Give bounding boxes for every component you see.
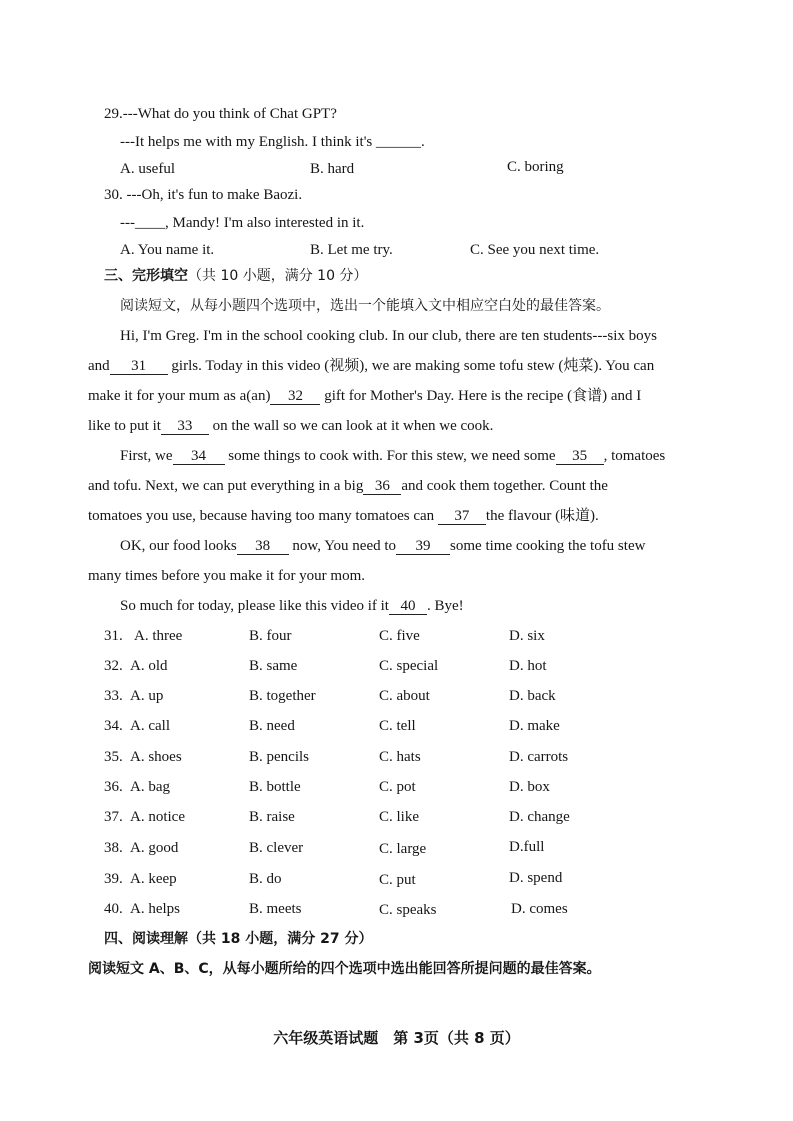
passage-text: and tofu. Next, we can put everything in a big xyxy=(88,478,364,494)
section3-title: 三、完形填空 xyxy=(104,268,188,284)
choice-b: B. clever xyxy=(249,840,304,856)
passage-text: OK, our food looks xyxy=(120,538,237,554)
passage-line-5 xyxy=(120,447,665,465)
passage-line-9: many times before you make it for your mom. xyxy=(88,568,366,584)
choice-c: C. hats xyxy=(379,749,421,765)
blank-38: 38 xyxy=(237,538,289,555)
choice-d: D. box xyxy=(509,779,550,795)
passage-text: now, You need to xyxy=(292,538,397,554)
choice-b: B. meets xyxy=(249,901,302,917)
q30-option-b: B. Let me try. xyxy=(310,242,393,258)
passage-text: First, we xyxy=(120,448,173,464)
section4-score: （共 18 小题，满分 27 分） xyxy=(188,931,373,947)
choice-number: 32. xyxy=(104,658,123,674)
passage-text: make it for your mum as a(an) xyxy=(88,388,271,404)
section4-title: 四、阅读理解 xyxy=(104,931,188,947)
choice-c: C. large xyxy=(379,841,427,857)
passage-text: girls. Today in this video (视频), we are making some tofu stew (炖菜). You can xyxy=(171,358,655,374)
choice-a: A. three xyxy=(134,628,183,644)
choice-a: A. helps xyxy=(130,901,180,917)
q30-question: ---Oh, it's fun to make Baozi. xyxy=(126,187,303,203)
q30-answer-post: , Mandy! I'm also interested in it. xyxy=(165,215,365,231)
q29-option-a: A. useful xyxy=(120,161,175,177)
choice-a: A. old xyxy=(130,658,168,674)
section3-instruction: 阅读短文，从每小题四个选项中，选出一个能填入文中相应空白处的最佳答案。 xyxy=(120,298,610,314)
blank-32: 32 xyxy=(270,388,320,405)
choice-b: B. do xyxy=(249,871,282,887)
choice-a: A. keep xyxy=(130,871,177,887)
section4-heading xyxy=(104,930,372,948)
choice-d: D.full xyxy=(509,839,545,855)
passage-text: So much for today, please like this video if it xyxy=(120,598,389,614)
choice-c: C. special xyxy=(379,658,439,674)
choice-a: A. bag xyxy=(130,779,170,795)
passage-text: like to put it xyxy=(88,418,161,434)
q30-answer-pre: --- xyxy=(120,215,135,231)
choice-d: D. carrots xyxy=(509,749,569,765)
q29-question-line xyxy=(104,105,337,123)
choice-d: D. hot xyxy=(509,658,547,674)
choice-b: B. together xyxy=(249,688,316,704)
choice-d: D. make xyxy=(509,718,560,734)
choice-number: 37. xyxy=(104,809,123,825)
passage-line-8 xyxy=(120,537,645,555)
q29-answer-pre: ---It helps me with my English. I think it's xyxy=(120,134,377,150)
choice-b: B. raise xyxy=(249,809,295,825)
q29-answer-post: . xyxy=(421,134,425,150)
passage-text: on the wall so we can look at it when we cook. xyxy=(212,418,494,434)
section4-instruction: 阅读短文 A、B、C，从每小题所给的四个选项中选出能回答所提问题的最佳答案。 xyxy=(88,961,601,977)
q30-number: 30. xyxy=(104,187,123,203)
passage-text: gift for Mother's Day. Here is the recipe (食谱) and I xyxy=(324,388,642,404)
choice-a: A. notice xyxy=(130,809,185,825)
choice-number: 40. xyxy=(104,901,123,917)
choice-d: D. comes xyxy=(511,901,568,917)
choice-c: C. speaks xyxy=(379,902,437,918)
choice-c: C. five xyxy=(379,628,420,644)
q30-answer-line xyxy=(120,214,364,232)
passage-line-3 xyxy=(88,387,641,405)
passage-line-7 xyxy=(88,507,599,525)
choice-number: 39. xyxy=(104,871,123,887)
blank-35: 35 xyxy=(556,448,604,465)
passage-text: , tomatoes xyxy=(603,448,666,464)
blank-37: 37 xyxy=(438,508,486,525)
passage-text: and xyxy=(88,358,110,374)
choice-c: C. about xyxy=(379,688,430,704)
passage-text: . Bye! xyxy=(426,598,464,614)
blank-34: 34 xyxy=(173,448,225,465)
q30-option-a: A. You name it. xyxy=(120,242,215,258)
choice-number: 33. xyxy=(104,688,123,704)
passage-text: the flavour (味道). xyxy=(485,508,599,524)
passage-line-4 xyxy=(88,417,493,435)
q29-answer-line xyxy=(120,133,425,151)
q29-blank: ______ xyxy=(376,134,422,150)
passage-line-6 xyxy=(88,477,608,495)
choice-number: 31. xyxy=(104,628,123,644)
passage-text: and cook them together. Count the xyxy=(401,478,608,494)
page-footer: 六年级英语试题 第 3页（共 8 页） xyxy=(273,1029,520,1047)
choice-a: A. call xyxy=(130,718,170,734)
choice-a: A. good xyxy=(130,840,179,856)
q30-option-c: C. See you next time. xyxy=(470,242,600,258)
blank-40: 40 xyxy=(389,598,427,615)
choice-d: D. spend xyxy=(509,870,563,886)
passage-text: some things to cook with. For this stew, we need some xyxy=(228,448,556,464)
blank-36: 36 xyxy=(363,478,401,495)
choice-number: 38. xyxy=(104,840,123,856)
choice-c: C. like xyxy=(379,809,419,825)
choice-b: B. same xyxy=(249,658,298,674)
choice-c: C. tell xyxy=(379,718,416,734)
choice-number: 35. xyxy=(104,749,123,765)
q30-blank: ____ xyxy=(135,215,165,231)
blank-39: 39 xyxy=(396,538,450,555)
blank-33: 33 xyxy=(161,418,209,435)
q29-option-b: B. hard xyxy=(310,161,355,177)
choice-number: 36. xyxy=(104,779,123,795)
section3-score: （共 10 小题，满分 10 分） xyxy=(188,268,368,284)
blank-31: 31 xyxy=(110,358,168,375)
choice-a: A. shoes xyxy=(130,749,182,765)
q30-question-line xyxy=(104,186,302,204)
choice-b: B. need xyxy=(249,718,295,734)
choice-c: C. put xyxy=(379,872,416,888)
choice-d: D. back xyxy=(509,688,556,704)
q29-option-c: C. boring xyxy=(507,159,564,175)
passage-line-1: Hi, I'm Greg. I'm in the school cooking club. In our club, there are ten students---six boys xyxy=(120,328,657,344)
choice-c: C. pot xyxy=(379,779,416,795)
choice-b: B. four xyxy=(249,628,292,644)
passage-text: tomatoes you use, because having too many tomatoes can xyxy=(88,508,435,524)
passage-line-2 xyxy=(88,357,654,375)
choice-d: D. six xyxy=(509,628,545,644)
q29-number: 29. xyxy=(104,106,123,122)
q29-question: ---What do you think of Chat GPT? xyxy=(122,106,337,122)
section3-heading xyxy=(104,267,367,285)
choice-d: D. change xyxy=(509,809,570,825)
choice-number: 34. xyxy=(104,718,123,734)
choice-b: B. bottle xyxy=(249,779,301,795)
passage-text: some time cooking the tofu stew xyxy=(450,538,646,554)
passage-line-10 xyxy=(120,597,464,615)
choice-b: B. pencils xyxy=(249,749,309,765)
choice-a: A. up xyxy=(130,688,164,704)
